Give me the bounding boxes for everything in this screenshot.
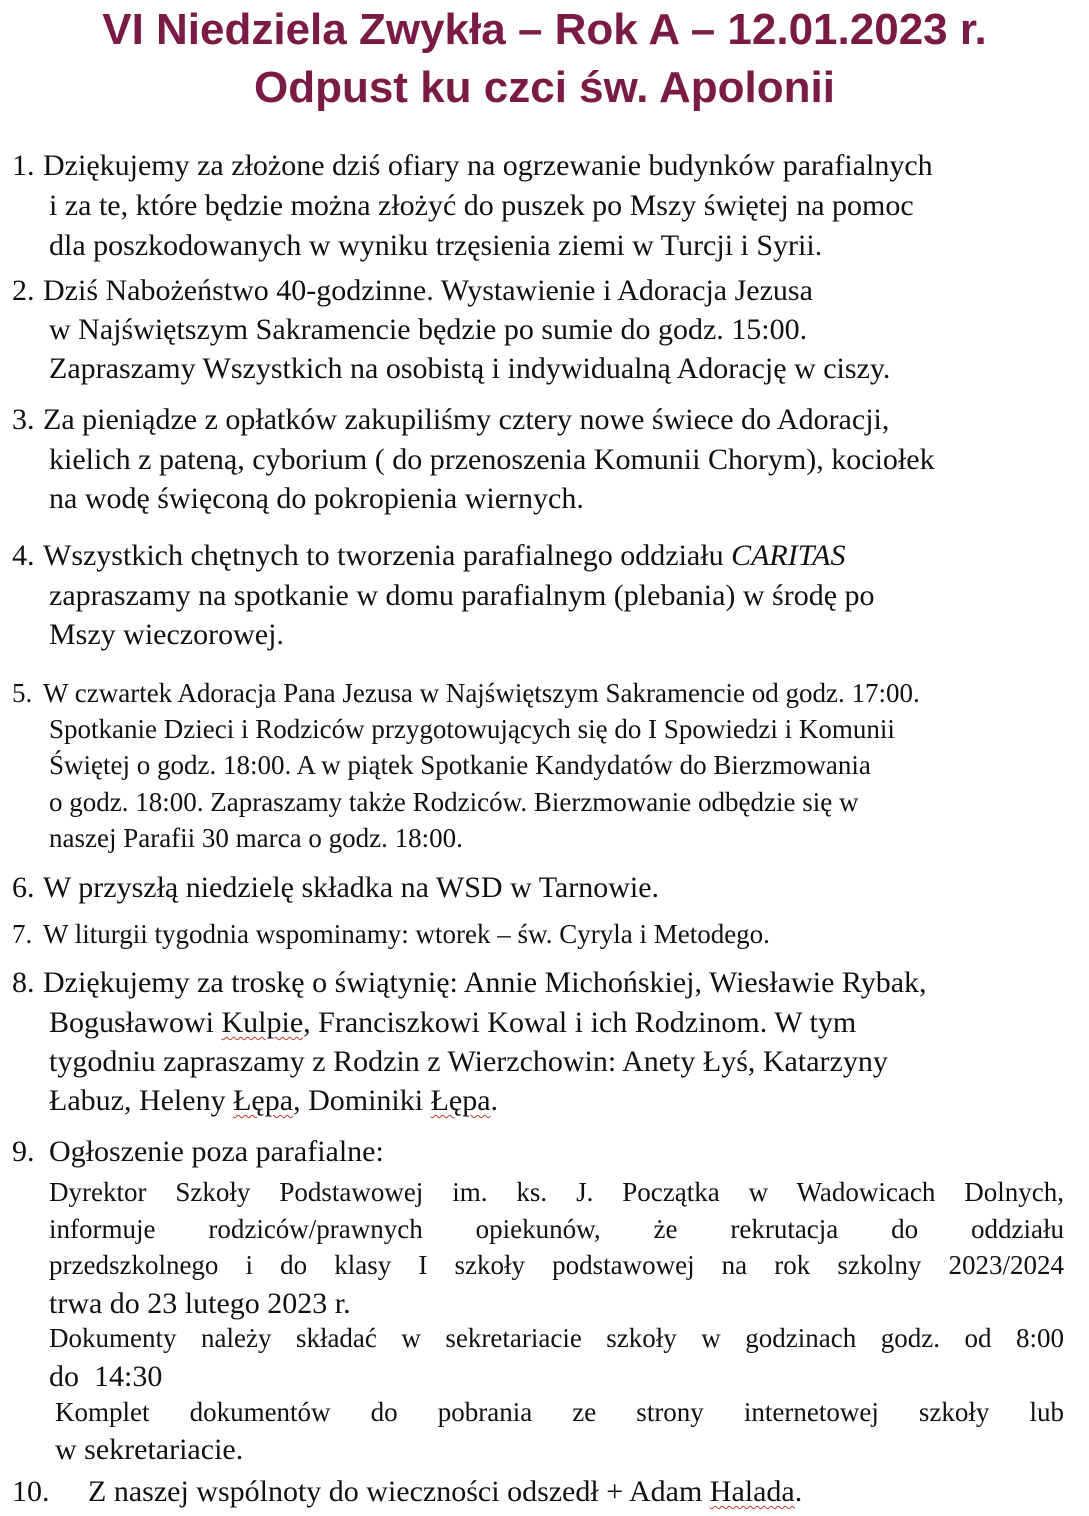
page-subtitle: Odpust ku czci św. Apolonii <box>253 63 835 112</box>
notice-line: trwa do 23 lutego 2023 r. <box>49 1287 351 1320</box>
page-title: VI Niedziela Zwykła – Rok A – 12.01.2023 r. <box>102 5 987 54</box>
item-text-line <box>49 1081 498 1121</box>
item-heading: Ogłoszenie poza parafialne: <box>49 1135 384 1168</box>
item-text-line: w Najświętszym Sakramencie będzie po sumie do godz. 15:00. <box>49 313 808 346</box>
item-text-line: Świętej o godz. 18:00. A w piątek Spotkanie Kandydatów do Bierzmowania <box>49 750 871 780</box>
item-text-line: W czwartek Adoracja Pana Jezusa w Najświętszym Sakramencie od godz. 17:00. <box>43 678 920 708</box>
item-text: Wszystkich chętnych to tworzenia parafialnego oddziału <box>43 539 732 572</box>
item-text-line: dla poszkodowanych w wyniku trzęsienia ziemi w Turcji i Syrii. <box>49 229 823 262</box>
item-text-line <box>88 1472 802 1512</box>
item-text: . <box>794 1475 803 1508</box>
item-text-line: tygodniu zapraszamy z Rodzin z Wierzchowin: Anety Łyś, Katarzyny <box>49 1045 888 1078</box>
spellcheck-word: Łępa <box>233 1084 294 1117</box>
notice-line: Dokumenty należy składać w sekretariacie szkoły w godzinach godz. od 8:00 <box>49 1323 1064 1353</box>
item-text: . <box>490 1084 499 1117</box>
caritas-label: CARITAS <box>731 539 846 572</box>
item-text-line: o godz. 18:00. Zapraszamy także Rodziców. Bierzmowanie odbędzie się w <box>49 787 859 817</box>
item-text: , Franciszkowi Kowal i ich Rodzinom. W tym <box>303 1006 857 1039</box>
item-number: 10. <box>12 1475 50 1508</box>
item-text-line: Spotkanie Dzieci i Rodziców przygotowujących się do I Spowiedzi i Komunii <box>49 714 895 744</box>
item-text-line: Dziękujemy za złożone dziś ofiary na ogrzewanie budynków parafialnych <box>43 149 933 182</box>
item-number: 7. <box>12 919 33 949</box>
notice-line: do 14:30 <box>49 1360 163 1393</box>
item-number: 4. <box>12 539 35 572</box>
item-text-line: i za te, które będzie można złożyć do puszek po Mszy świętej na pomoc <box>49 189 914 222</box>
item-text-line: na wodę święconą do pokropienia wiernych. <box>49 482 584 515</box>
item-number: 3. <box>12 403 35 436</box>
item-number: 9. <box>12 1135 35 1168</box>
item-number: 6. <box>12 871 35 904</box>
notice-line: informuje rodziców/prawnych opiekunów, że rekrutacja do oddziału <box>49 1214 1064 1244</box>
item-number: 1. <box>12 149 35 182</box>
item-number: 8. <box>12 966 35 999</box>
notice-line: w sekretariacie. <box>55 1433 244 1466</box>
item-text-line <box>43 536 846 576</box>
notice-line: Dyrektor Szkoły Podstawowej im. ks. J. Początka w Wadowicach Dolnych, <box>49 1177 1064 1207</box>
item-text-line: W przyszłą niedzielę składka na WSD w Tarnowie. <box>43 871 660 904</box>
item-text-line <box>49 1003 856 1043</box>
item-number: 5. <box>12 678 33 708</box>
spellcheck-word: Kulpie <box>221 1006 304 1039</box>
item-text-line: zapraszamy na spotkanie w domu parafialnym (plebania) w środę po <box>49 579 875 612</box>
notice-line: Komplet dokumentów do pobrania ze strony internetowej szkoły lub <box>55 1397 1064 1427</box>
item-text-line: Mszy wieczorowej. <box>49 618 284 651</box>
item-text: Łabuz, Heleny <box>49 1084 234 1117</box>
item-text-line: Dziękujemy za troskę o świątynię: Annie Michońskiej, Wiesławie Rybak, <box>43 966 927 999</box>
item-text: , Dominiki <box>293 1084 431 1117</box>
notice-line: przedszkolnego i do klasy I szkoły podstawowej na rok szkolny 2023/2024 <box>49 1250 1064 1280</box>
item-text-line: Dziś Nabożeństwo 40-godzinne. Wystawienie i Adoracja Jezusa <box>43 274 813 307</box>
item-text-line: W liturgii tygodnia wspominamy: wtorek – św. Cyryla i Metodego. <box>43 919 770 949</box>
item-text-line: Zapraszamy Wszystkich na osobistą i indywidualną Adorację w ciszy. <box>49 352 891 385</box>
item-number: 2. <box>12 274 35 307</box>
item-text: Bogusławowi <box>49 1006 222 1039</box>
spellcheck-word: Łępa <box>430 1084 491 1117</box>
item-text: Z naszej wspólnoty do wieczności odszedł + Adam <box>88 1475 710 1508</box>
item-text-line: naszej Parafii 30 marca o godz. 18:00. <box>49 823 463 853</box>
item-text-line: kielich z pateną, cyborium ( do przenoszenia Komunii Chorym), kociołek <box>49 443 935 476</box>
spellcheck-word: Halada <box>709 1475 795 1508</box>
item-text-line: Za pieniądze z opłatków zakupiliśmy cztery nowe świece do Adoracji, <box>43 403 890 436</box>
